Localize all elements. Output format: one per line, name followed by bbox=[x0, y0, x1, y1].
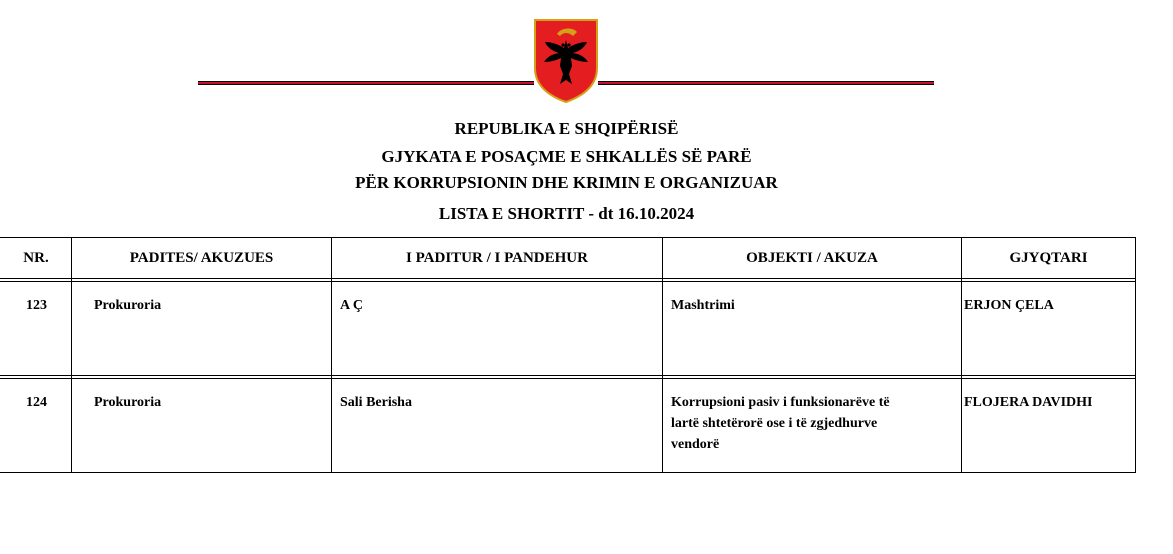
column-header-gjyqtari: GJYQTARI bbox=[962, 238, 1136, 279]
cell-gjyqtari: FLOJERA DAVIDHI bbox=[964, 395, 1093, 410]
header-rule-right bbox=[598, 81, 934, 85]
list-title: LISTA E SHORTIT - dt 16.10.2024 bbox=[438, 204, 695, 223]
column-header-akuzues: PADITES/ AKUZUES bbox=[72, 238, 332, 279]
header-country: REPUBLIKA E SHQIPËRISË bbox=[454, 119, 679, 138]
lottery-table bbox=[0, 237, 1136, 473]
cell-gjyqtari: ERJON ÇELA bbox=[964, 298, 1054, 313]
header-court-scope: PËR KORRUPSIONIN DHE KRIMIN E ORGANIZUAR bbox=[355, 173, 778, 192]
cell-pandehur: Sali Berisha bbox=[340, 395, 412, 410]
header-rule-left bbox=[198, 81, 534, 85]
table-row bbox=[0, 379, 1136, 473]
cell-pandehur: A Ç bbox=[340, 298, 363, 313]
cell-akuzues: Prokuroria bbox=[94, 395, 162, 410]
cell-akuza: Korrupsioni pasiv i funksionarëve të lartë shtetërorë ose i të zgjedhurve vendorë bbox=[671, 395, 890, 452]
table-row bbox=[0, 282, 1136, 376]
column-header-pandehur: I PADITUR / I PANDEHUR bbox=[332, 238, 663, 279]
cell-akuza: Mashtrimi bbox=[671, 298, 735, 313]
albanian-coat-of-arms-icon bbox=[533, 18, 599, 104]
column-header-akuza: OBJEKTI / AKUZA bbox=[663, 238, 962, 279]
header-court: GJYKATA E POSAÇME E SHKALLËS SË PARË bbox=[381, 147, 752, 166]
cell-akuzues: Prokuroria bbox=[94, 298, 162, 313]
cell-nr: 124 bbox=[26, 395, 47, 410]
column-header-nr: NR. bbox=[0, 238, 72, 279]
cell-nr: 123 bbox=[26, 298, 47, 313]
table-header-row bbox=[0, 238, 1136, 279]
